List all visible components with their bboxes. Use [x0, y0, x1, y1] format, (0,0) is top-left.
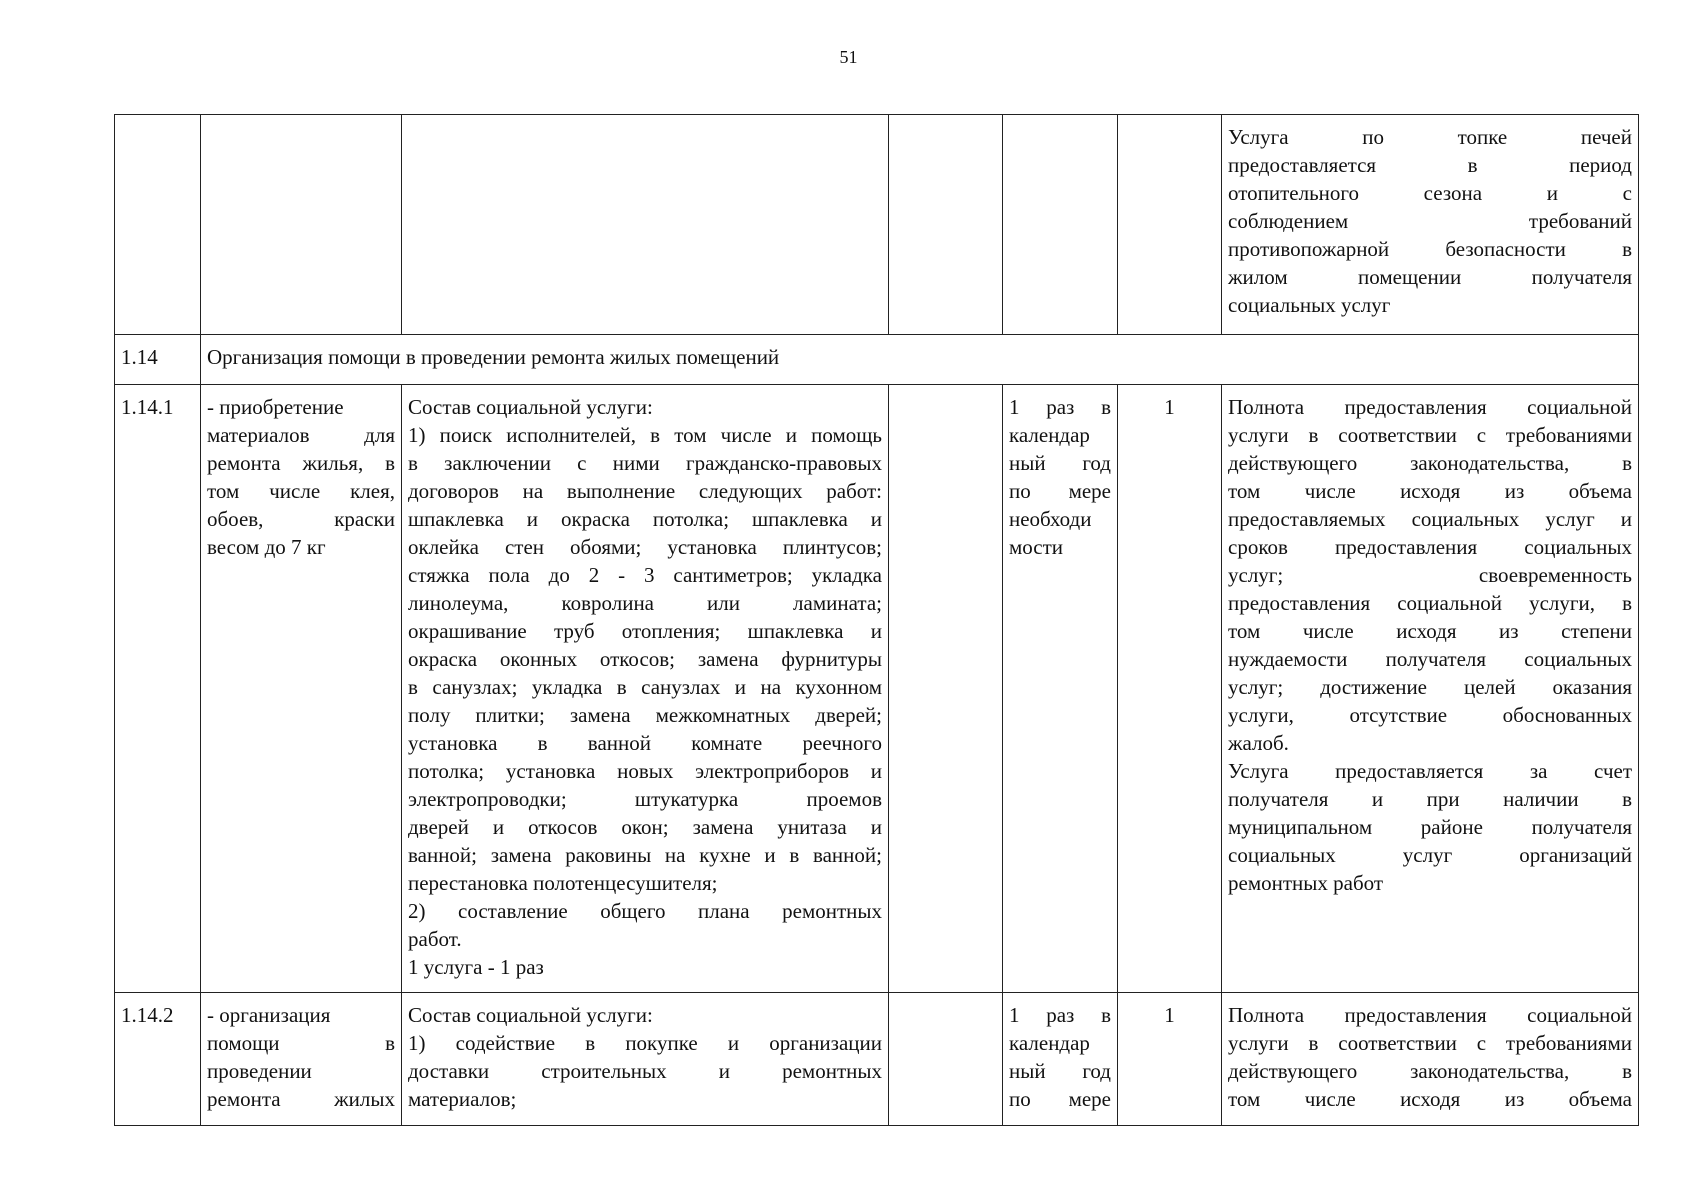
notes-line: том числе исходя из объема: [1228, 1087, 1632, 1111]
table-row-section: [115, 335, 1639, 385]
notes-line: предоставления социальной услуги, в: [1228, 591, 1632, 615]
table-row-continued: [115, 115, 1639, 335]
period-line: необходи: [1009, 507, 1092, 531]
content-line: 2) составление общего плана ремонтных: [408, 899, 882, 923]
name-line: помощи в: [207, 1031, 395, 1055]
content-line: перестановка полотенцесушителя;: [408, 871, 718, 895]
item-period: [1003, 385, 1118, 993]
name-line: весом до 7 кг: [207, 535, 326, 559]
content-line: в санузлах; укладка в санузлах и на кухонном: [408, 675, 882, 699]
notes-line: том числе исходя из объема: [1228, 479, 1632, 503]
notes-line: отопительного сезона и с: [1228, 181, 1632, 205]
section-number: 1.14: [115, 335, 201, 385]
content-line: стяжка пола до 2 - 3 сантиметров; укладка: [408, 563, 882, 587]
content-line: окраска оконных откосов; замена фурнитуры: [408, 647, 882, 671]
name-line: ремонта жилых: [207, 1087, 395, 1111]
notes-line: жалоб.: [1228, 731, 1289, 755]
content-line: договоров на выполнение следующих работ:: [408, 479, 882, 503]
notes-line: нуждаемости получателя социальных: [1228, 647, 1632, 671]
cell-period-empty: [1003, 115, 1118, 335]
period-line: по мере: [1009, 479, 1111, 503]
notes-line: услуги, отсутствие обоснованных: [1228, 703, 1632, 727]
content-line: оклейка стен обоями; установка плинтусов;: [408, 535, 882, 559]
notes-line: жилом помещении получателя: [1228, 265, 1632, 289]
name-line: материалов для: [207, 423, 395, 447]
notes-line: предоставляемых социальных услуг и: [1228, 507, 1632, 531]
content-line: работ.: [408, 927, 462, 951]
notes-line: Услуга по топке печей: [1228, 125, 1632, 149]
item-content: [402, 385, 889, 993]
item-number: 1.14.1: [115, 385, 201, 993]
period-line: календар: [1009, 1031, 1090, 1055]
content-line: окрашивание труб отопления; шпаклевка и: [408, 619, 882, 643]
content-line: потолка; установка новых электроприборов и: [408, 759, 882, 783]
content-line: Состав социальной услуги:: [408, 1003, 653, 1027]
cell-notes: [1222, 115, 1639, 335]
content-line: шпаклевка и окраска потолка; шпаклевка и: [408, 507, 882, 531]
notes-line: муниципальном районе получателя: [1228, 815, 1632, 839]
notes-line: противопожарной безопасности в: [1228, 237, 1632, 261]
notes-line: социальных услуг: [1228, 293, 1391, 317]
content-line: электропроводки; штукатурка проемов: [408, 787, 882, 811]
notes-line: услуги в соответствии с требованиями: [1228, 423, 1632, 447]
table-row-1-14-2: [115, 993, 1639, 1126]
name-line: - приобретение: [207, 395, 344, 419]
item-content: [402, 993, 889, 1126]
section-title: Организация помощи в проведении ремонта жилых помещений: [201, 335, 1639, 385]
item-count: 1: [1118, 993, 1222, 1126]
item-name: [201, 385, 402, 993]
content-line: 1) поиск исполнителей, в том числе и помощь: [408, 423, 882, 447]
notes-line: получателя и при наличии в: [1228, 787, 1632, 811]
cell-num-empty: [115, 115, 201, 335]
item-period: [1003, 993, 1118, 1126]
period-line: календар: [1009, 423, 1090, 447]
table-row-1-14-1: [115, 385, 1639, 993]
content-line: 1 услуга - 1 раз: [408, 955, 544, 979]
cell-name-empty: [201, 115, 402, 335]
notes-line: действующего законодательства, в: [1228, 451, 1632, 475]
notes-line: услуг; достижение целей оказания: [1228, 675, 1632, 699]
item-count: 1: [1118, 385, 1222, 993]
item-notes: [1222, 385, 1639, 993]
content-line: в заключении с ними гражданско-правовых: [408, 451, 882, 475]
period-line: ный год: [1009, 1059, 1111, 1083]
period-line: по мере: [1009, 1087, 1111, 1111]
content-line: доставки строительных и ремонтных: [408, 1059, 882, 1083]
notes-line: Услуга предоставляется за счет: [1228, 759, 1632, 783]
content-line: полу плитки; замена межкомнатных дверей;: [408, 703, 882, 727]
notes-line: соблюдением требований: [1228, 209, 1632, 233]
cell-empty-4: [889, 385, 1003, 993]
notes-line: Полнота предоставления социальной: [1228, 395, 1632, 419]
content-line: линолеума, ковролина или ламината;: [408, 591, 882, 615]
notes-line: услуги в соответствии с требованиями: [1228, 1031, 1632, 1055]
name-line: обоев, краски: [207, 507, 395, 531]
notes-line: социальных услуг организаций: [1228, 843, 1632, 867]
notes-line: том числе исходя из степени: [1228, 619, 1632, 643]
name-line: - организация: [207, 1003, 331, 1027]
name-line: ремонта жилья, в: [207, 451, 395, 475]
period-line: мости: [1009, 535, 1064, 559]
cell-empty-4: [889, 115, 1003, 335]
item-notes: [1222, 993, 1639, 1126]
notes-line: сроков предоставления социальных: [1228, 535, 1632, 559]
item-number: 1.14.2: [115, 993, 201, 1126]
cell-content-empty: [402, 115, 889, 335]
notes-line: ремонтных работ: [1228, 871, 1384, 895]
name-line: том числе клея,: [207, 479, 395, 503]
cell-count-empty: [1118, 115, 1222, 335]
services-table: [114, 114, 1639, 1126]
item-name: [201, 993, 402, 1126]
period-line: 1 раз в: [1009, 1003, 1111, 1027]
content-line: 1) содействие в покупке и организации: [408, 1031, 882, 1055]
content-line: дверей и откосов окон; замена унитаза и: [408, 815, 882, 839]
notes-line: действующего законодательства, в: [1228, 1059, 1632, 1083]
content-line: установка в ванной комнате реечного: [408, 731, 882, 755]
period-line: ный год: [1009, 451, 1111, 475]
content-line: ванной; замена раковины на кухне и в ванной;: [408, 843, 882, 867]
notes-line: предоставляется в период: [1228, 153, 1632, 177]
page-number: 51: [839, 47, 858, 67]
notes-line: услуг; своевременность: [1228, 563, 1632, 587]
content-line: материалов;: [408, 1087, 517, 1111]
notes-line: Полнота предоставления социальной: [1228, 1003, 1632, 1027]
notes-text: [1228, 123, 1632, 319]
cell-empty-4: [889, 993, 1003, 1126]
period-line: 1 раз в: [1009, 395, 1111, 419]
name-line: проведении: [207, 1059, 312, 1083]
content-line: Состав социальной услуги:: [408, 395, 653, 419]
